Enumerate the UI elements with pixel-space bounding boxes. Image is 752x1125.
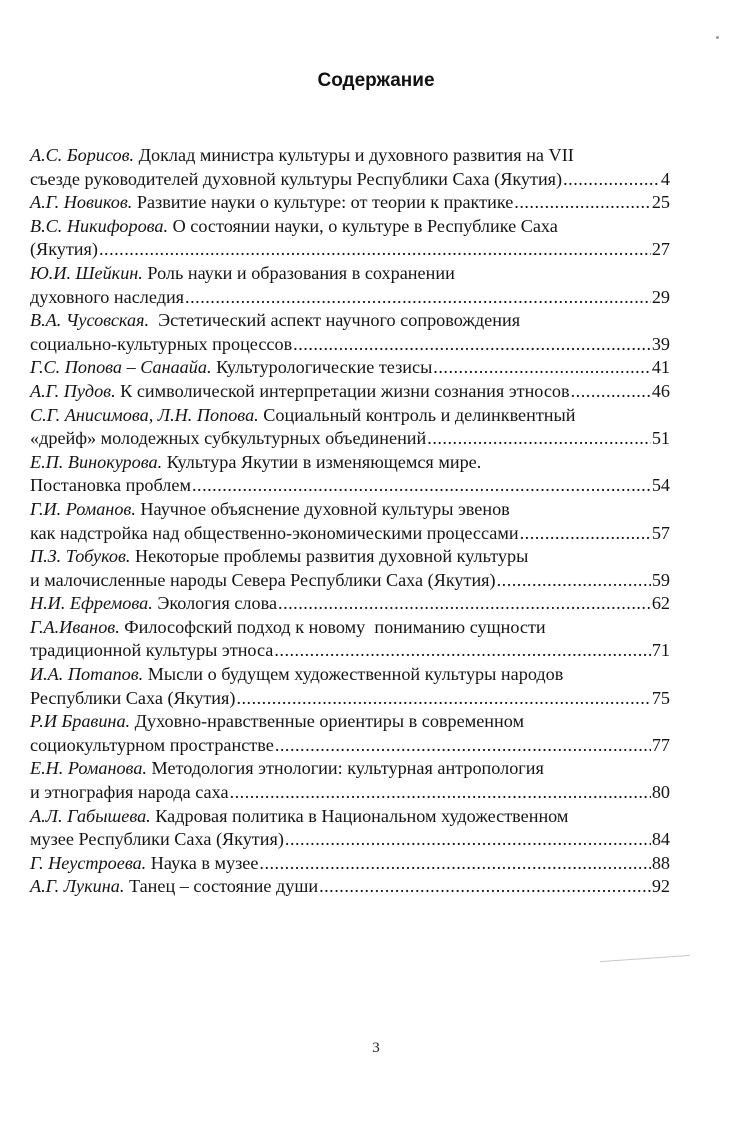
toc-entry[interactable] xyxy=(30,852,670,876)
toc-page-number: 41 xyxy=(651,357,670,378)
toc-author: Г.И. Романов. xyxy=(30,498,136,519)
toc-page-number: 59 xyxy=(651,569,670,590)
toc-entry[interactable] xyxy=(30,309,670,356)
toc-page-number: 27 xyxy=(651,239,670,260)
toc-title-text: духовного наследия xyxy=(30,286,185,307)
toc-author: И.А. Потапов. xyxy=(30,664,144,685)
toc-entry-line xyxy=(30,380,670,404)
toc-entry-line xyxy=(30,404,670,428)
toc-entry-line xyxy=(30,781,670,805)
toc-entry-line xyxy=(30,309,670,333)
toc-title-text: Наука в музее xyxy=(146,852,259,873)
toc-title-text: и этнография народа саха xyxy=(30,782,229,803)
toc-page-number: 29 xyxy=(651,286,670,307)
toc-entry-line xyxy=(30,427,670,451)
toc-title-text: съезде руководителей духовной культуры Республики Саха (Якутия) xyxy=(30,168,563,189)
page-title: Содержание xyxy=(317,70,435,91)
toc-entry[interactable] xyxy=(30,498,670,545)
toc-entry[interactable] xyxy=(30,710,670,757)
table-of-contents xyxy=(30,144,670,899)
toc-author: Г.С. Попова – Санаайа. xyxy=(30,357,212,378)
toc-page-number: 25 xyxy=(651,192,670,213)
dot-leader xyxy=(230,781,651,805)
dot-leader xyxy=(514,191,651,215)
toc-page-number: 88 xyxy=(651,852,670,873)
toc-title-text: К символической интерпретации жизни сознания этносов xyxy=(115,380,570,401)
toc-entry-line xyxy=(30,262,670,286)
toc-author: А.Л. Габышева. xyxy=(30,805,151,826)
toc-entry-line xyxy=(30,639,670,663)
toc-entry-line xyxy=(30,852,670,876)
toc-entry[interactable] xyxy=(30,262,670,309)
dot-leader xyxy=(563,168,660,192)
toc-entry-line xyxy=(30,592,670,616)
toc-title-text: традиционной культуры этноса xyxy=(30,640,274,661)
toc-title-text: Развитие науки о культуре: от теории к практике xyxy=(132,192,514,213)
toc-entry-line xyxy=(30,545,670,569)
toc-title-text: Эстетический аспект научного сопровождения xyxy=(149,310,521,331)
toc-entry-line xyxy=(30,215,670,239)
toc-entry[interactable] xyxy=(30,592,670,616)
toc-entry-line xyxy=(30,734,670,758)
dot-leader xyxy=(259,852,650,876)
toc-author: Н.И. Ефремова. xyxy=(30,593,153,614)
toc-author: А.Г. Лукина. xyxy=(30,876,125,897)
toc-title-text: Философский подход к новому пониманию сущности xyxy=(119,616,546,637)
toc-title-text: Доклад министра культуры и духовного развития на VII xyxy=(134,145,574,165)
page-number: 3 xyxy=(372,1040,380,1056)
toc-title-text: Кадровая политика в Национальном художественном xyxy=(150,805,569,826)
toc-title-text: Методология этнологии: культурная антропология xyxy=(146,758,544,779)
toc-author: Г.А.Иванов. xyxy=(30,616,120,637)
toc-entry[interactable] xyxy=(30,215,670,262)
toc-entry-line xyxy=(30,687,670,711)
dot-leader xyxy=(520,522,651,546)
toc-entry-line xyxy=(30,522,670,546)
scan-edge xyxy=(600,955,690,962)
toc-entry-line xyxy=(30,663,670,687)
toc-page-number: 80 xyxy=(651,782,670,803)
toc-title-text: как надстройка над общественно-экономическими процессами xyxy=(30,522,519,543)
toc-title-text: Социальный контроль и делинквентный xyxy=(258,404,576,425)
toc-entry-line xyxy=(30,828,670,852)
toc-title-text: Культурологические тезисы xyxy=(211,357,433,378)
toc-author: Г. Неустроева. xyxy=(30,852,147,873)
toc-author: В.А. Чусовская. xyxy=(30,310,150,331)
toc-author: Р.И Бравина. xyxy=(30,711,131,732)
toc-page-number: 54 xyxy=(651,475,670,496)
toc-page-number: 4 xyxy=(660,168,670,189)
toc-page-number: 71 xyxy=(651,640,670,661)
toc-entry-line xyxy=(30,144,670,168)
toc-entry[interactable] xyxy=(30,380,670,404)
dot-leader xyxy=(285,828,651,852)
toc-author: П.З. Тобуков. xyxy=(30,546,131,567)
toc-title-text: О состоянии науки, о культуре в Республике Саха xyxy=(168,215,558,236)
toc-title-text: социально-культурных процессов xyxy=(30,333,293,354)
toc-entry-line xyxy=(30,569,670,593)
toc-author: В.С. Никифорова. xyxy=(30,215,169,236)
dot-leader xyxy=(433,356,651,380)
toc-author: С.Г. Анисимова, Л.Н. Попова. xyxy=(30,404,259,425)
toc-title-text: Экология слова xyxy=(152,593,278,614)
dot-leader xyxy=(278,592,651,616)
dot-leader xyxy=(274,639,650,663)
toc-entry-line xyxy=(30,498,670,522)
toc-page-number: 51 xyxy=(651,428,670,449)
dot-leader xyxy=(236,687,650,711)
dot-leader xyxy=(497,569,651,593)
toc-entry[interactable] xyxy=(30,404,670,451)
toc-page-number: 75 xyxy=(651,687,670,708)
toc-author: Е.Н. Романова. xyxy=(30,758,147,779)
toc-entry[interactable] xyxy=(30,757,670,804)
toc-title-text: Научное объяснение духовной культуры эвенов xyxy=(135,498,510,519)
toc-author: А.С. Борисов. xyxy=(30,145,135,165)
toc-entry[interactable] xyxy=(30,545,670,592)
toc-page-number: 92 xyxy=(651,876,670,897)
toc-page-number: 39 xyxy=(651,333,670,354)
dot-leader xyxy=(185,286,651,310)
toc-title-text: (Якутия) xyxy=(30,239,98,260)
scan-speck xyxy=(716,36,719,39)
toc-entry-line xyxy=(30,805,670,829)
toc-title-text: Роль науки и образования в сохранении xyxy=(142,262,455,283)
toc-title-text: Мысли о будущем художественной культуры народов xyxy=(143,664,564,685)
toc-entry-line xyxy=(30,710,670,734)
toc-author: А.Г. Пудов. xyxy=(30,380,116,401)
toc-page-number: 57 xyxy=(651,522,670,543)
dot-leader xyxy=(427,427,651,451)
toc-entry[interactable] xyxy=(30,451,670,498)
toc-entry-line xyxy=(30,191,670,215)
toc-entry[interactable] xyxy=(30,663,670,710)
dot-leader xyxy=(192,474,651,498)
toc-title-text: Постановка проблем xyxy=(30,475,191,496)
dot-leader xyxy=(319,875,651,899)
toc-author: Ю.И. Шейкин. xyxy=(30,262,143,283)
toc-entry[interactable] xyxy=(30,875,670,899)
toc-author: Е.П. Винокурова. xyxy=(30,451,163,472)
toc-page-number: 62 xyxy=(651,593,670,614)
toc-entry-line xyxy=(30,356,670,380)
toc-entry-line xyxy=(30,474,670,498)
dot-leader xyxy=(99,238,651,262)
toc-title-text: Танец – состояние души xyxy=(124,876,319,897)
toc-page-number: 84 xyxy=(651,829,670,850)
toc-title-text: социокультурном пространстве xyxy=(30,734,274,755)
toc-title-text: и малочисленные народы Севера Республики Саха (Якутия) xyxy=(30,569,496,590)
toc-entry[interactable] xyxy=(30,144,670,191)
toc-entry-line xyxy=(30,616,670,640)
toc-title-text: Духовно-нравственные ориентиры в современном xyxy=(130,711,524,732)
toc-entry-line xyxy=(30,875,670,899)
toc-entry[interactable] xyxy=(30,616,670,663)
dot-leader xyxy=(275,734,651,758)
toc-title-text: музее Республики Саха (Якутия) xyxy=(30,829,284,850)
toc-entry-line xyxy=(30,757,670,781)
toc-entry[interactable] xyxy=(30,191,670,215)
toc-author: А.Г. Новиков. xyxy=(30,192,133,213)
toc-entry-line xyxy=(30,286,670,310)
toc-entry-line xyxy=(30,333,670,357)
dot-leader xyxy=(571,380,651,404)
toc-page-number: 77 xyxy=(651,734,670,755)
toc-entry-line xyxy=(30,168,670,192)
toc-title-text: Некоторые проблемы развития духовной культуры xyxy=(130,546,529,567)
toc-title-text: Культура Якутии в изменяющемся мире. xyxy=(162,451,482,472)
toc-title-text: Республики Саха (Якутия) xyxy=(30,687,236,708)
toc-entry[interactable] xyxy=(30,805,670,852)
toc-page-number: 46 xyxy=(651,380,670,401)
toc-entry[interactable] xyxy=(30,356,670,380)
dot-leader xyxy=(293,333,651,357)
toc-title-text: «дрейф» молодежных субкультурных объединений xyxy=(30,428,427,449)
toc-entry-line xyxy=(30,451,670,475)
toc-entry-line xyxy=(30,238,670,262)
